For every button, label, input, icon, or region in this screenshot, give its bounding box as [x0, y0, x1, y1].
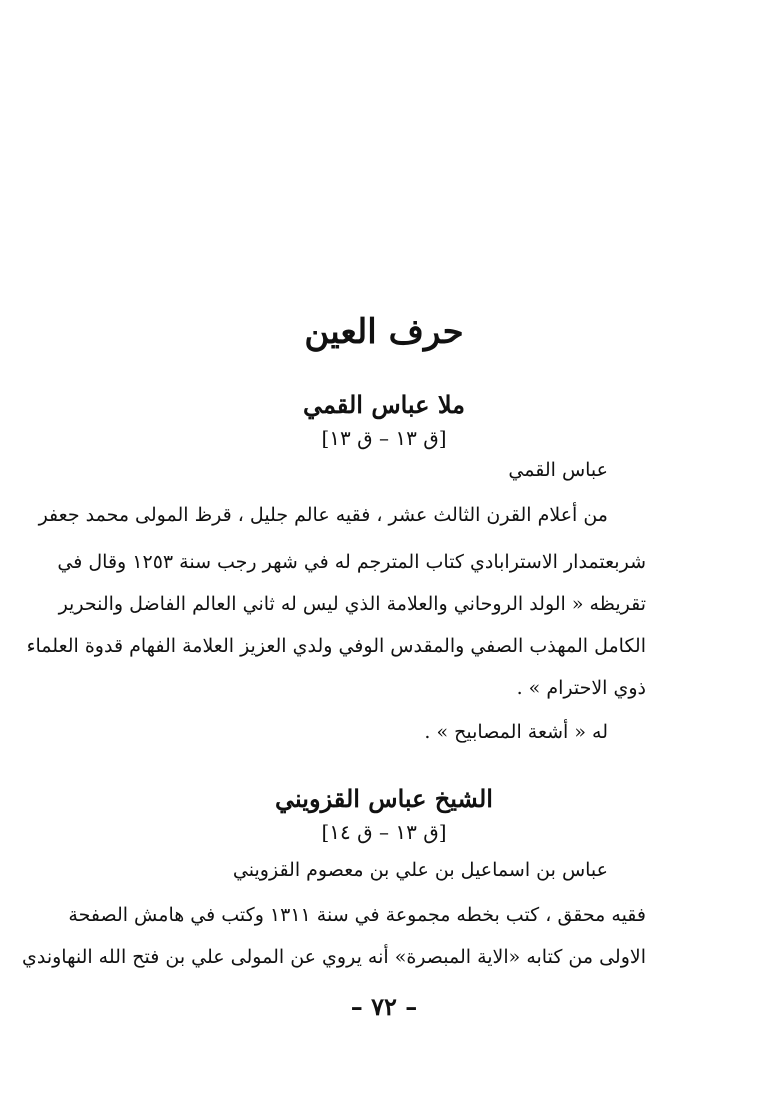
body-line: فقيه محقق ، كتب بخطه مجموعة في سنة ١٣١١ وكتب في هامش الصفحة	[68, 904, 646, 926]
body-line: شربعتمدار الاسترابادي كتاب المترجم له في شهر رجب سنة ١٢٥٣ وقال في	[57, 551, 646, 573]
chapter-title: حرف العين	[304, 312, 464, 352]
body-line: تقريظه « الولد الروحاني والعلامة الذي ليس له ثاني العالم الفاضل والنحرير	[58, 593, 646, 615]
body-line: الاولى من كتابه «الاية المبصرة» أنه يروي عن المولى علي بن فتح الله النهاوندي	[21, 946, 646, 968]
entry-title: الشيخ عباس القزويني	[275, 784, 493, 813]
entry-name-line: عباس القمي	[508, 459, 608, 481]
page-number: – ٧٢ –	[350, 992, 418, 1021]
body-line: ذوي الاحترام » .	[516, 677, 646, 699]
body-line: الكامل المهذب الصفي والمقدس الوفي ولدي العزيز العلامة الفهام قدوة العلماء	[26, 635, 646, 657]
entry-dates: [ق ١٣ – ق ١٤]	[321, 820, 447, 844]
works-line: له « أشعة المصابيح » .	[424, 721, 608, 743]
body-line: من أعلام القرن الثالث عشر ، فقيه عالم جليل ، قرظ المولى محمد جعفر	[38, 504, 608, 526]
entry-title: ملا عباس القمي	[302, 390, 466, 419]
entry-name-line: عباس بن اسماعيل بن علي بن معصوم القزويني	[232, 859, 608, 881]
entry-dates: [ق ١٣ – ق ١٣]	[321, 426, 447, 450]
